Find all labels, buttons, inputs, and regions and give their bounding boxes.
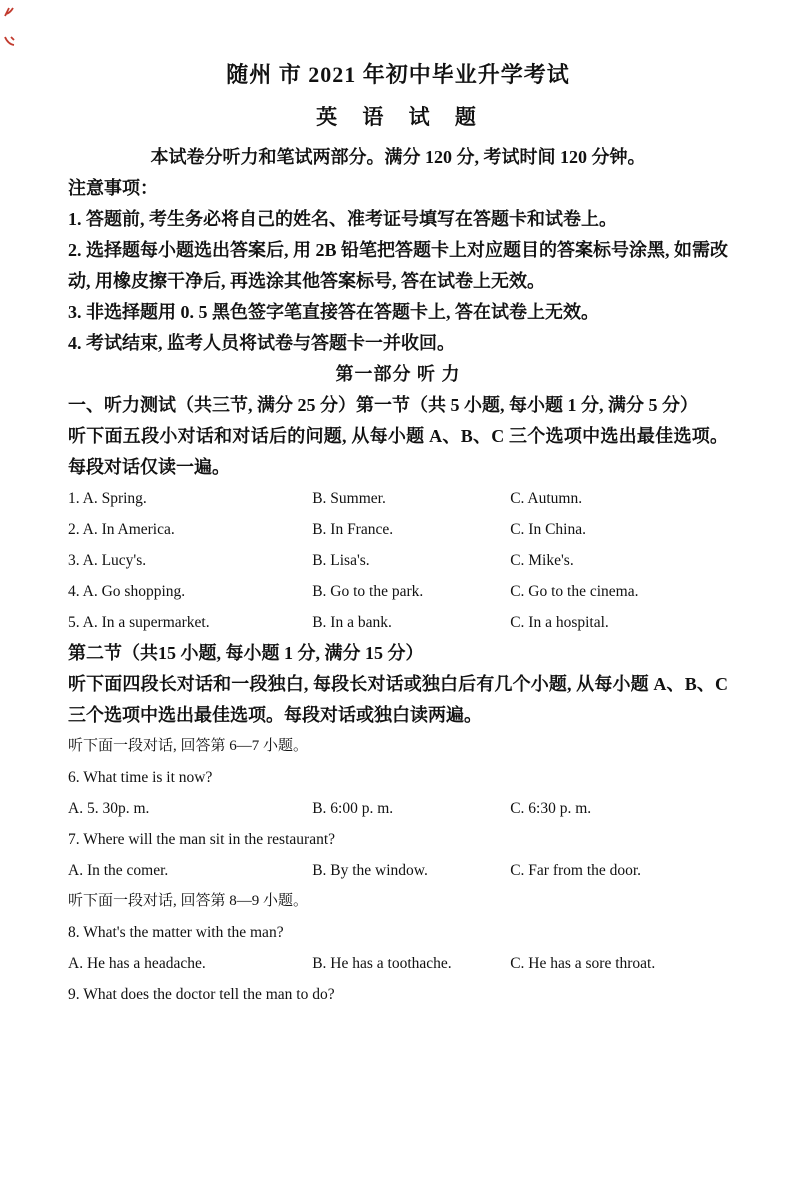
notice-item-1: 1. 答题前, 考生务必将自己的姓名、准考证号填写在答题卡和试卷上。 <box>68 209 617 229</box>
question-9-stem: 9. What does the doctor tell the man to do? <box>68 986 335 1003</box>
question-7-options <box>68 855 728 886</box>
option-a: A. 5. 30p. m. <box>68 800 150 817</box>
question-row-1 <box>68 483 728 514</box>
question-8-options <box>68 948 728 979</box>
option-a: 3. A. Lucy's. <box>68 552 147 569</box>
option-c: C. He has a sore throat. <box>510 955 656 972</box>
dialogue2-prompt: 听下面一段对话, 回答第 8—9 小题。 <box>68 893 309 909</box>
dialogue1-prompt: 听下面一段对话, 回答第 6—7 小题。 <box>68 738 309 754</box>
red-stamp-mark-top <box>3 5 16 24</box>
option-b: B. Summer. <box>312 490 386 507</box>
question-6-stem: 6. What time is it now? <box>68 769 213 786</box>
option-a: 4. A. Go shopping. <box>68 583 186 600</box>
option-b: B. In France. <box>312 521 394 538</box>
option-a: A. In the comer. <box>68 862 169 879</box>
option-c: C. In a hospital. <box>510 614 609 631</box>
exam-subject-title: 英 语 试 题 <box>316 105 480 129</box>
option-b: B. Lisa's. <box>312 552 370 569</box>
question-row-3 <box>68 545 728 576</box>
option-c: C. In China. <box>510 521 586 538</box>
exam-title: 随州 市 2021 年初中毕业升学考试 <box>226 62 570 87</box>
section2-instructions: 听下面四段长对话和一段独白, 每段长对话或独白后有几个小题, 从每小题 A、B、C 三个选项中选出最佳选项。每段对话或独白读两遍。 <box>68 674 728 725</box>
question-row-2 <box>68 514 728 545</box>
option-b: B. In a bank. <box>312 614 392 631</box>
section1-instructions: 听下面五段小对话和对话后的问题, 从每小题 A、B、C 三个选项中选出最佳选项。每段对话仅读一遍。 <box>68 426 728 477</box>
option-b: B. By the window. <box>312 862 428 879</box>
exam-info-line: 本试卷分听力和笔试两部分。满分 120 分, 考试时间 120 分钟。 <box>150 147 646 167</box>
section2-title: 第二节（共15 小题, 每小题 1 分, 满分 15 分） <box>68 643 424 663</box>
option-b: B. Go to the park. <box>312 583 424 600</box>
option-c: C. Mike's. <box>510 552 574 569</box>
question-8-stem: 8. What's the matter with the man? <box>68 924 284 941</box>
question-row-4 <box>68 576 728 607</box>
question-row-5 <box>68 607 728 638</box>
option-c: C. Far from the door. <box>510 862 642 879</box>
option-b: B. 6:00 p. m. <box>312 800 394 817</box>
question-7-stem: 7. Where will the man sit in the restaurant? <box>68 831 336 848</box>
notice-heading: 注意事项： <box>68 178 158 198</box>
option-b: B. He has a toothache. <box>312 955 452 972</box>
option-a: 5. A. In a supermarket. <box>68 614 210 631</box>
option-a: 2. A. In America. <box>68 521 175 538</box>
red-stamp-mark-bottom <box>3 34 16 53</box>
notice-item-4: 4. 考试结束, 监考人员将试卷与答题卡一并收回。 <box>68 333 455 353</box>
option-a: 1. A. Spring. <box>68 490 147 507</box>
option-a: A. He has a headache. <box>68 955 206 972</box>
option-c: C. 6:30 p. m. <box>510 800 592 817</box>
section1-title: 一、听力测试（共三节, 满分 25 分）第一节（共 5 小题, 每小题 1 分, 满分 5 分） <box>68 395 698 415</box>
question-6-options <box>68 793 728 824</box>
notice-item-3: 3. 非选择题用 0. 5 黑色签字笔直接答在答题卡上, 答在试卷上无效。 <box>68 302 599 322</box>
exam-paper-page <box>68 0 728 1182</box>
notice-item-2: 2. 选择题每小题选出答案后, 用 2B 铅笔把答题卡上对应题目的答案标号涂黑, 如需改动, 用橡皮擦干净后, 再选涂其他答案标号, 答在试卷上无效。 <box>68 240 729 291</box>
option-c: C. Autumn. <box>510 490 583 507</box>
option-c: C. Go to the cinema. <box>510 583 639 600</box>
part1-heading: 第一部分 听 力 <box>335 364 461 384</box>
